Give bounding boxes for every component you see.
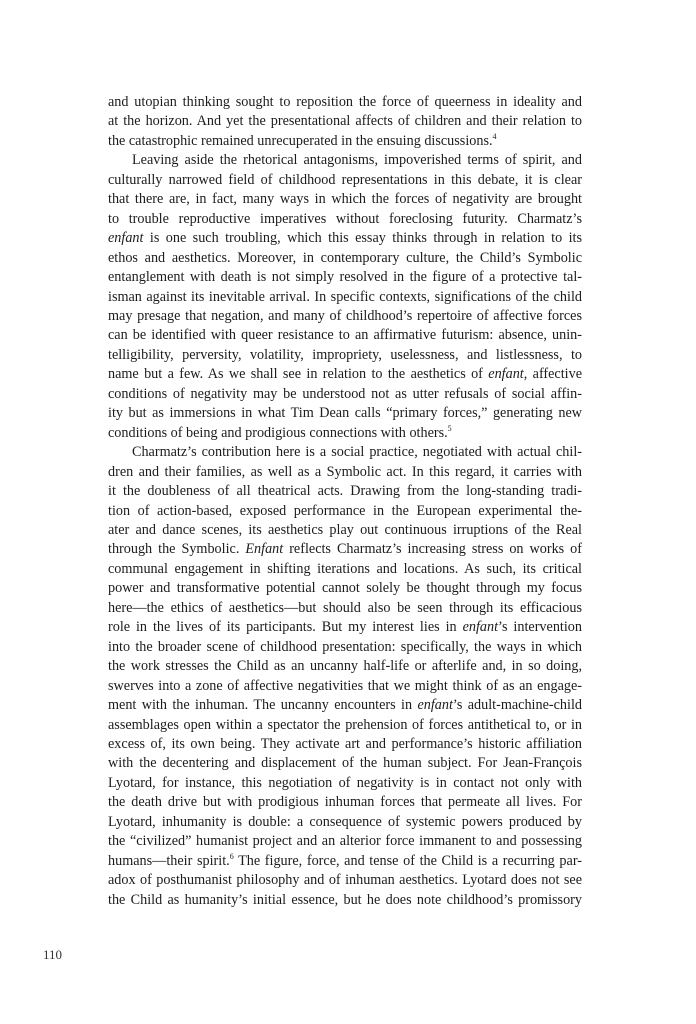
text-run: may presage that negation, and many of childhood’s repertoire of affective forces xyxy=(108,307,582,324)
text-run: ’s intervention xyxy=(498,619,582,636)
text-line xyxy=(108,540,582,559)
text-run: isman against its inevitable arrival. In specific contexts, significations of the child xyxy=(108,288,582,305)
text-line xyxy=(108,560,582,579)
text-run: into the broader scene of childhood presentation: specifically, the ways in which xyxy=(108,638,582,655)
text-run: tion of action-based, exposed performance in the European experimental the- xyxy=(108,502,582,519)
text-line xyxy=(108,424,582,443)
text-run: The figure, force, and tense of the Child is a recurring par- xyxy=(233,852,582,869)
text-run: entanglement with death is not simply resolved in the figure of a protective tal- xyxy=(108,269,582,286)
text-run: the “civilized” humanist project and an alterior force immanent to and possessing xyxy=(108,833,582,850)
text-line xyxy=(108,93,582,112)
text-run: , affective xyxy=(523,366,582,383)
text-run: name but a few. As we shall see in relation to the aesthetics of xyxy=(108,366,489,383)
text-line xyxy=(108,307,582,326)
text-line xyxy=(108,599,582,618)
text-run: reflects Charmatz’s increasing stress on works of xyxy=(283,541,582,558)
text-run: Charmatz’s contribution here is a social practice, negotiated with actual chil- xyxy=(132,444,582,461)
text-run: here—the ethics of aesthetics—but should also be seen through its efficacious xyxy=(108,599,582,616)
text-line xyxy=(108,385,582,404)
body-text xyxy=(108,93,582,910)
text-line xyxy=(108,443,582,462)
text-run: and utopian thinking sought to reposition the force of queerness in ideality and xyxy=(108,94,582,110)
text-run: ment with the inhuman. The uncanny encounters in xyxy=(108,697,418,714)
text-run: excess of, its own being. They activate art and performance’s historic affiliation xyxy=(108,735,582,752)
text-run: ’s adult-machine-child xyxy=(452,697,582,714)
text-run: the catastrophic remained unrecuperated in the ensuing discussions. xyxy=(108,132,493,149)
text-run: Lyotard, inhumanity is double: a consequence of systemic powers produced by xyxy=(108,813,582,830)
text-line xyxy=(108,696,582,715)
text-run: communal engagement in shifting iterations and locations. As such, its critical xyxy=(108,560,582,577)
footnote-marker: 6 xyxy=(229,851,234,861)
text-run: the Child as humanity’s initial essence, but he does note childhood’s promissory xyxy=(108,891,582,908)
text-line xyxy=(108,521,582,540)
text-run: Lyotard, for instance, this negotiation of negativity is in contact not only with xyxy=(108,774,582,791)
text-run: assemblages open within a spectator the prehension of forces antithetical to, or in xyxy=(108,716,582,733)
text-line xyxy=(108,852,582,871)
text-line xyxy=(108,774,582,793)
text-run: the death drive but with prodigious inhuman forces that permeate all lives. For xyxy=(108,794,582,811)
text-run: adox of posthumanist philosophy and of inhuman aesthetics. Lyotard does not see xyxy=(108,872,582,889)
text-run: humans—their spirit. xyxy=(108,852,230,869)
text-run: it the doubleness of all theatrical acts. Drawing from the long-standing tradi- xyxy=(108,483,582,500)
text-line xyxy=(108,735,582,754)
text-line xyxy=(108,190,582,209)
italic-title: enfant xyxy=(488,366,524,383)
text-line xyxy=(108,891,582,910)
text-line xyxy=(108,268,582,287)
text-run: through the Symbolic. xyxy=(108,541,246,558)
text-line xyxy=(108,793,582,812)
text-run: the work stresses the Child as an uncanny half-life or afterlife and, in so doing, xyxy=(108,658,582,675)
text-line xyxy=(108,579,582,598)
text-run: is one such troubling, which this essay thinks through in relation to its xyxy=(143,230,582,247)
text-line xyxy=(108,404,582,423)
text-line xyxy=(108,716,582,735)
text-run: Leaving aside the rhetorical antagonisms, impoverished terms of spirit, and xyxy=(132,152,582,169)
text-line xyxy=(108,618,582,637)
text-line xyxy=(108,638,582,657)
text-line xyxy=(108,463,582,482)
text-line xyxy=(108,288,582,307)
text-line xyxy=(108,346,582,365)
text-run: dren and their families, as well as a Symbolic act. In this regard, it carries with xyxy=(108,463,582,480)
text-run: ity but as immersions in what Tim Dean calls “primary forces,” generating new xyxy=(108,405,582,422)
text-line xyxy=(108,132,582,151)
footnote-marker: 5 xyxy=(447,423,452,433)
text-line xyxy=(108,657,582,676)
text-run: culturally narrowed field of childhood representations in this debate, it is clear xyxy=(108,171,582,188)
text-line xyxy=(108,151,582,170)
page-number: 110 xyxy=(43,947,63,962)
text-run: that there are, in fact, many ways in which the forces of negativity are brought xyxy=(108,191,582,208)
text-line xyxy=(108,171,582,190)
text-line xyxy=(108,813,582,832)
italic-title: enfant xyxy=(462,619,499,636)
text-run: ethos and aesthetics. Moreover, in contemporary culture, the Child’s Symbolic xyxy=(108,249,582,266)
italic-title: Enfant xyxy=(245,541,284,558)
text-run: role in the lives of its participants. But my interest lies in xyxy=(108,619,463,636)
text-line xyxy=(108,871,582,890)
text-line xyxy=(108,365,582,384)
text-line xyxy=(108,249,582,268)
text-run: with the decentering and displacement of the human subject. For Jean-François xyxy=(108,755,582,772)
text-line xyxy=(108,210,582,229)
italic-title: enfant xyxy=(108,230,144,247)
italic-title: enfant xyxy=(417,697,453,714)
text-line xyxy=(108,832,582,851)
text-line xyxy=(108,229,582,248)
footnote-marker: 4 xyxy=(492,131,497,141)
text-line xyxy=(108,112,582,131)
text-run: conditions of negativity may be understood not as utter refusals of social affin- xyxy=(108,385,582,402)
text-run: at the horizon. And yet the presentational affects of children and their relation to xyxy=(108,113,582,130)
text-line xyxy=(108,482,582,501)
text-run: ater and dance scenes, its aesthetics play out continuous irruptions of the Real xyxy=(108,521,582,538)
text-run: conditions of being and prodigious connections with others. xyxy=(108,424,448,441)
text-run: can be identified with queer resistance to an affirmative futurism: absence, unin- xyxy=(108,327,582,344)
text-line xyxy=(108,754,582,773)
text-line xyxy=(108,502,582,521)
text-run: to trouble reproductive imperatives without foreclosing futurity. Charmatz’s xyxy=(108,210,582,227)
text-run: telligibility, perversity, volatility, impropriety, uselessness, and listlessness, to xyxy=(108,346,582,363)
text-line xyxy=(108,677,582,696)
text-run: power and transformative potential cannot solely be thought through my focus xyxy=(108,580,582,597)
text-line xyxy=(108,326,582,345)
text-run: swerves into a zone of affective negativities that we might think of as an engage- xyxy=(108,677,582,694)
